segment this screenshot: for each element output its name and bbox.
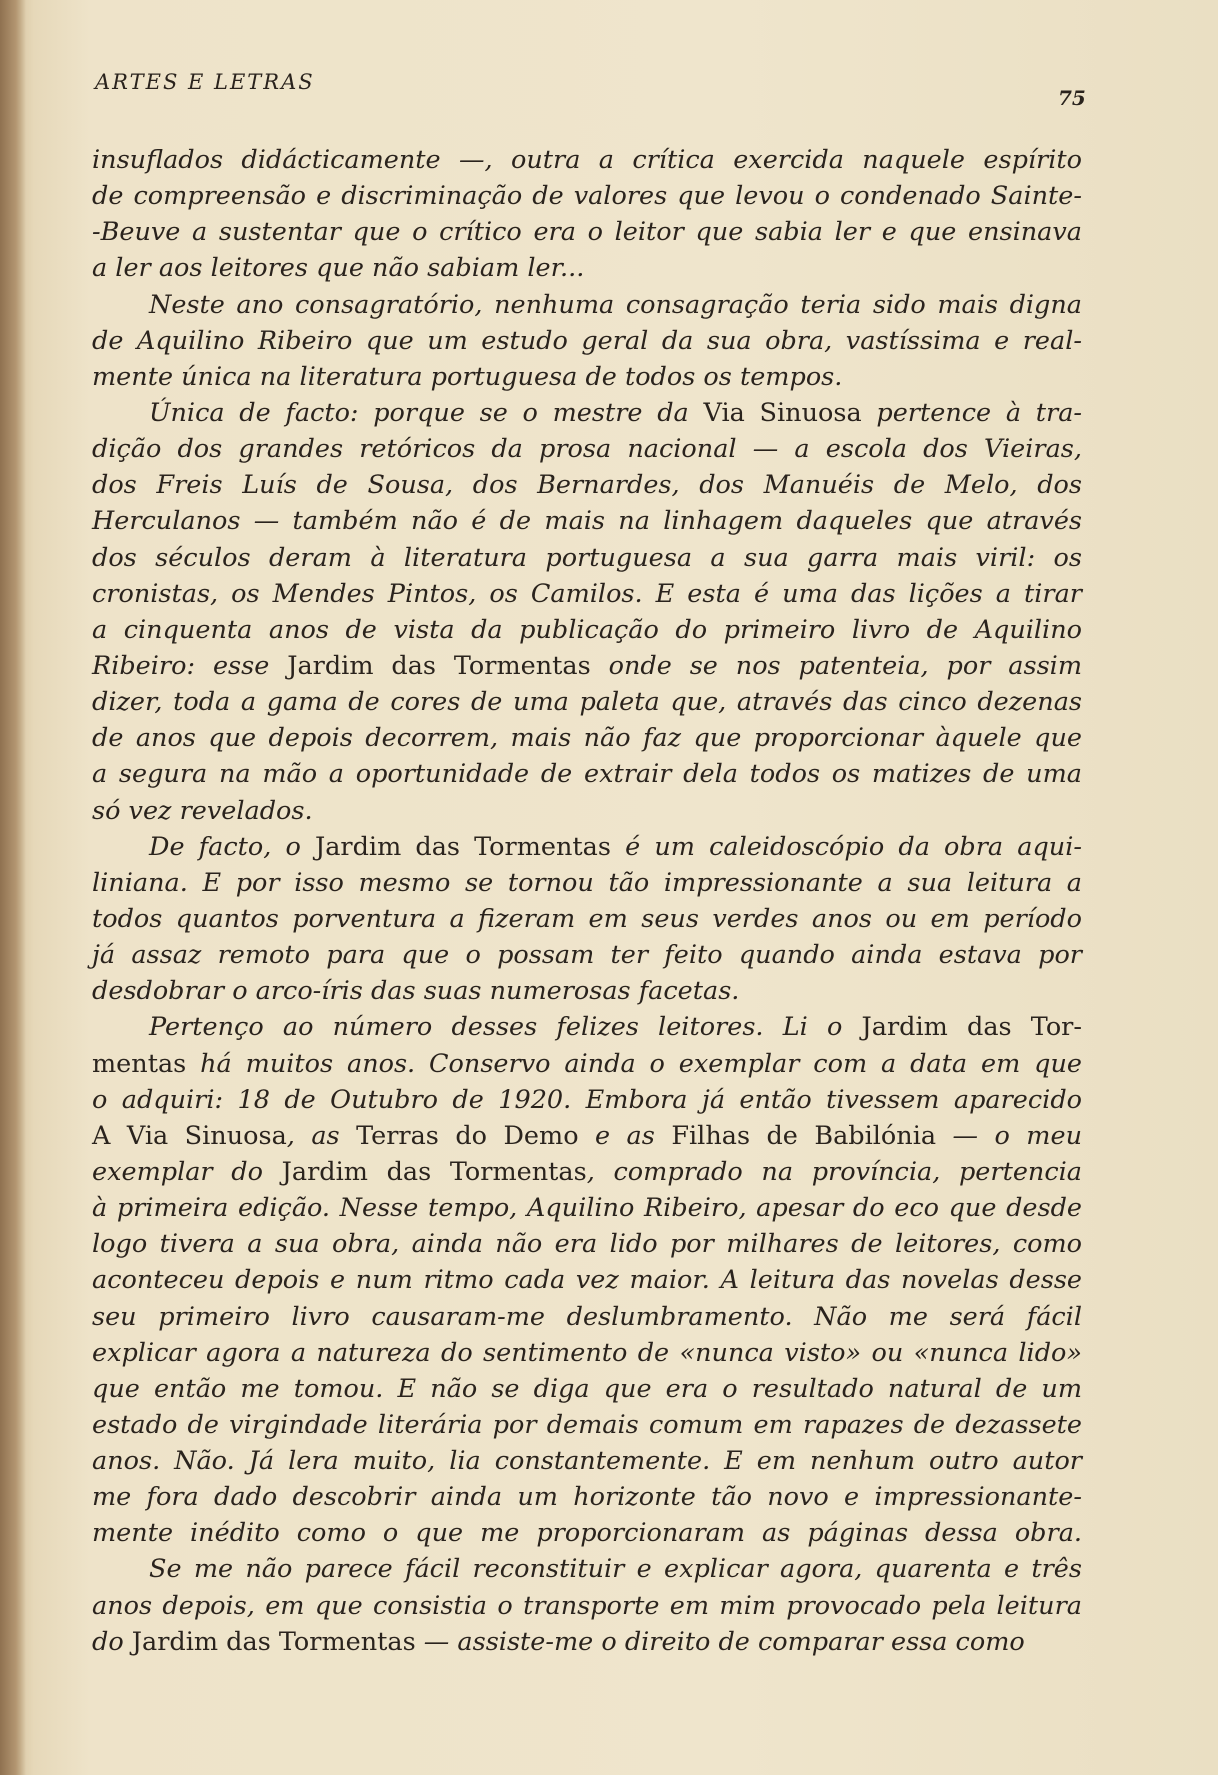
text-segment: dição dos grandes retóricos da prosa nacional — a escola dos Vieiras, xyxy=(92,434,1082,465)
text-segment: que então me tomou. E não se diga que era o resultado natural de um xyxy=(92,1373,1082,1404)
text-line xyxy=(92,214,1082,250)
text-segment: desdobrar o arco-íris das suas numerosas facetas. xyxy=(92,976,740,1007)
text-line xyxy=(92,901,1082,937)
text-line xyxy=(92,1262,1082,1298)
text-line xyxy=(92,684,1082,720)
text-segment: -Beuve a sustentar que o crítico era o leitor que sabia ler e que ensinava xyxy=(92,217,1082,248)
text-line xyxy=(92,359,1082,395)
text-segment: mente inédito como o que me proporcionaram as páginas dessa obra. xyxy=(92,1518,1082,1549)
text-line xyxy=(92,648,1082,684)
text-line xyxy=(92,431,1082,467)
text-segment: — o meu xyxy=(936,1120,1082,1151)
text-segment: à primeira edição. Nesse tempo, Aquilino Ribeiro, apesar do eco que desde xyxy=(92,1193,1082,1224)
text-line xyxy=(92,576,1082,612)
text-segment: já assaz remoto para que o possam ter feito quando ainda estava por xyxy=(92,940,1082,971)
text-segment: há muitos anos. Conservo ainda o exemplar com a data em que xyxy=(186,1048,1082,1079)
text-line xyxy=(92,937,1082,973)
text-segment: é um caleidoscópio da obra aqui- xyxy=(610,831,1082,862)
book-title: Jardim das Tormentas xyxy=(287,650,591,681)
text-line xyxy=(92,829,1082,865)
text-segment: Única de facto: porque se o mestre da xyxy=(149,397,704,428)
text-segment: explicar agora a natureza do sentimento de «nunca visto» ou «nunca lido» xyxy=(92,1337,1082,1368)
book-title: Jardim das Tor- xyxy=(861,1012,1082,1043)
text-segment: a cinquenta anos de vista da publicação do primeiro livro de Aquilino xyxy=(92,614,1082,645)
text-segment: me fora dado descobrir ainda um horizonte tão novo e impressionante- xyxy=(92,1482,1082,1513)
text-line xyxy=(92,503,1082,539)
text-line xyxy=(92,1009,1082,1045)
text-segment: De facto, o xyxy=(149,831,315,862)
text-segment: e as xyxy=(578,1120,672,1151)
text-line xyxy=(92,395,1082,431)
text-line xyxy=(92,1335,1082,1371)
text-segment: só vez revelados. xyxy=(92,795,313,826)
text-line xyxy=(92,1299,1082,1335)
text-segment: , comprado na província, pertencia xyxy=(586,1156,1082,1187)
text-line xyxy=(92,1154,1082,1190)
text-line xyxy=(92,973,1082,1009)
text-segment: de anos que depois decorrem, mais não faz que proporcionar àquele que xyxy=(92,723,1082,754)
text-segment: dizer, toda a gama de cores de uma paleta que, através das cinco dezenas xyxy=(92,687,1082,718)
text-segment: do xyxy=(92,1626,132,1657)
text-line xyxy=(92,178,1082,214)
text-segment: mente única na literatura portuguesa de todos os tempos. xyxy=(92,361,843,392)
text-segment: Pertenço ao número desses felizes leitores. Li o xyxy=(149,1012,862,1043)
text-segment: Se me não parece fácil reconstituir e explicar agora, quarenta e três xyxy=(149,1554,1082,1585)
text-line xyxy=(92,1443,1082,1479)
text-segment: estado de virgindade literária por demais comum em rapazes de dezassete xyxy=(92,1409,1082,1440)
text-segment: anos. Não. Já lera muito, lia constantemente. E em nenhum outro autor xyxy=(92,1446,1082,1477)
text-line xyxy=(92,142,1082,178)
text-segment: anos depois, em que consistia o transporte em mim provocado pela leitura xyxy=(92,1590,1082,1621)
text-segment: pertence à tra- xyxy=(861,397,1083,428)
text-line xyxy=(92,1190,1082,1226)
text-line xyxy=(92,720,1082,756)
text-line xyxy=(92,1118,1082,1154)
text-segment: Ribeiro: esse xyxy=(92,650,288,681)
book-title: Via Sinuosa xyxy=(703,397,862,428)
text-segment: — assiste-me o direito de comparar essa como xyxy=(415,1626,1025,1657)
text-line xyxy=(92,793,1082,829)
text-segment: aconteceu depois e num ritmo cada vez maior. A leitura das novelas desse xyxy=(92,1265,1082,1296)
text-segment: seu primeiro livro causaram-me deslumbramento. Não me será fácil xyxy=(92,1301,1082,1332)
book-spine-shadow xyxy=(0,0,26,1775)
text-line xyxy=(92,467,1082,503)
text-segment: cronistas, os Mendes Pintos, os Camilos. E esta é uma das lições a tirar xyxy=(92,578,1082,609)
text-line xyxy=(92,250,1082,286)
text-segment: dos Freis Luís de Sousa, dos Bernardes, dos Manuéis de Melo, dos xyxy=(92,470,1082,501)
text-segment: de compreensão e discriminação de valores que levou o condenado Sainte- xyxy=(92,181,1082,212)
text-segment: Neste ano consagratório, nenhuma consagração teria sido mais digna xyxy=(149,289,1082,320)
text-segment: exemplar do xyxy=(92,1156,282,1187)
book-title: Jardim das Tormentas xyxy=(281,1156,587,1187)
text-segment: onde se nos patenteia, por assim xyxy=(590,650,1083,681)
text-line xyxy=(92,1371,1082,1407)
text-line xyxy=(92,1551,1082,1587)
text-line xyxy=(92,612,1082,648)
text-segment: dos séculos deram à literatura portuguesa a sua garra mais viril: os xyxy=(92,542,1082,573)
text-segment: a ler aos leitores que não sabiam ler... xyxy=(92,253,585,284)
text-line xyxy=(92,1226,1082,1262)
book-title: mentas xyxy=(92,1048,187,1079)
text-line xyxy=(92,865,1082,901)
book-title: Filhas de Babilónia xyxy=(671,1120,937,1151)
text-segment: Herculanos — também não é de mais na linhagem daqueles que através xyxy=(92,506,1082,537)
text-segment: logo tivera a sua obra, ainda não era lido por milhares de leitores, como xyxy=(92,1229,1082,1260)
text-segment: de Aquilino Ribeiro que um estudo geral da sua obra, vastíssima e real- xyxy=(92,325,1082,356)
page-number: 75 xyxy=(1058,86,1086,110)
book-title: Jardim das Tormentas xyxy=(314,831,611,862)
running-head: ARTES E LETRAS xyxy=(95,70,315,94)
book-title: Terras do Demo xyxy=(356,1120,579,1151)
text-line xyxy=(92,1407,1082,1443)
text-line xyxy=(92,1515,1082,1551)
text-line xyxy=(92,1624,1082,1660)
text-segment: a segura na mão a oportunidade de extrair dela todos os matizes de uma xyxy=(92,759,1082,790)
text-segment: liniana. E por isso mesmo se tornou tão impressionante a sua leitura a xyxy=(92,867,1082,898)
text-line xyxy=(92,540,1082,576)
text-line xyxy=(92,1588,1082,1624)
body-text xyxy=(92,142,1082,1660)
text-line xyxy=(92,1082,1082,1118)
text-segment: o adquiri: 18 de Outubro de 1920. Embora já então tivessem aparecido xyxy=(92,1084,1082,1115)
book-title: Jardim das Tormentas xyxy=(131,1626,416,1657)
book-title: A Via Sinuosa xyxy=(92,1120,287,1151)
text-line xyxy=(92,323,1082,359)
text-line xyxy=(92,1479,1082,1515)
text-line xyxy=(92,1046,1082,1082)
text-segment: , as xyxy=(286,1120,357,1151)
text-segment: insuflados didácticamente —, outra a crítica exercida naquele espírito xyxy=(92,145,1082,175)
text-line xyxy=(92,287,1082,323)
text-line xyxy=(92,756,1082,792)
text-segment: todos quantos porventura a fizeram em seus verdes anos ou em período xyxy=(92,903,1082,934)
